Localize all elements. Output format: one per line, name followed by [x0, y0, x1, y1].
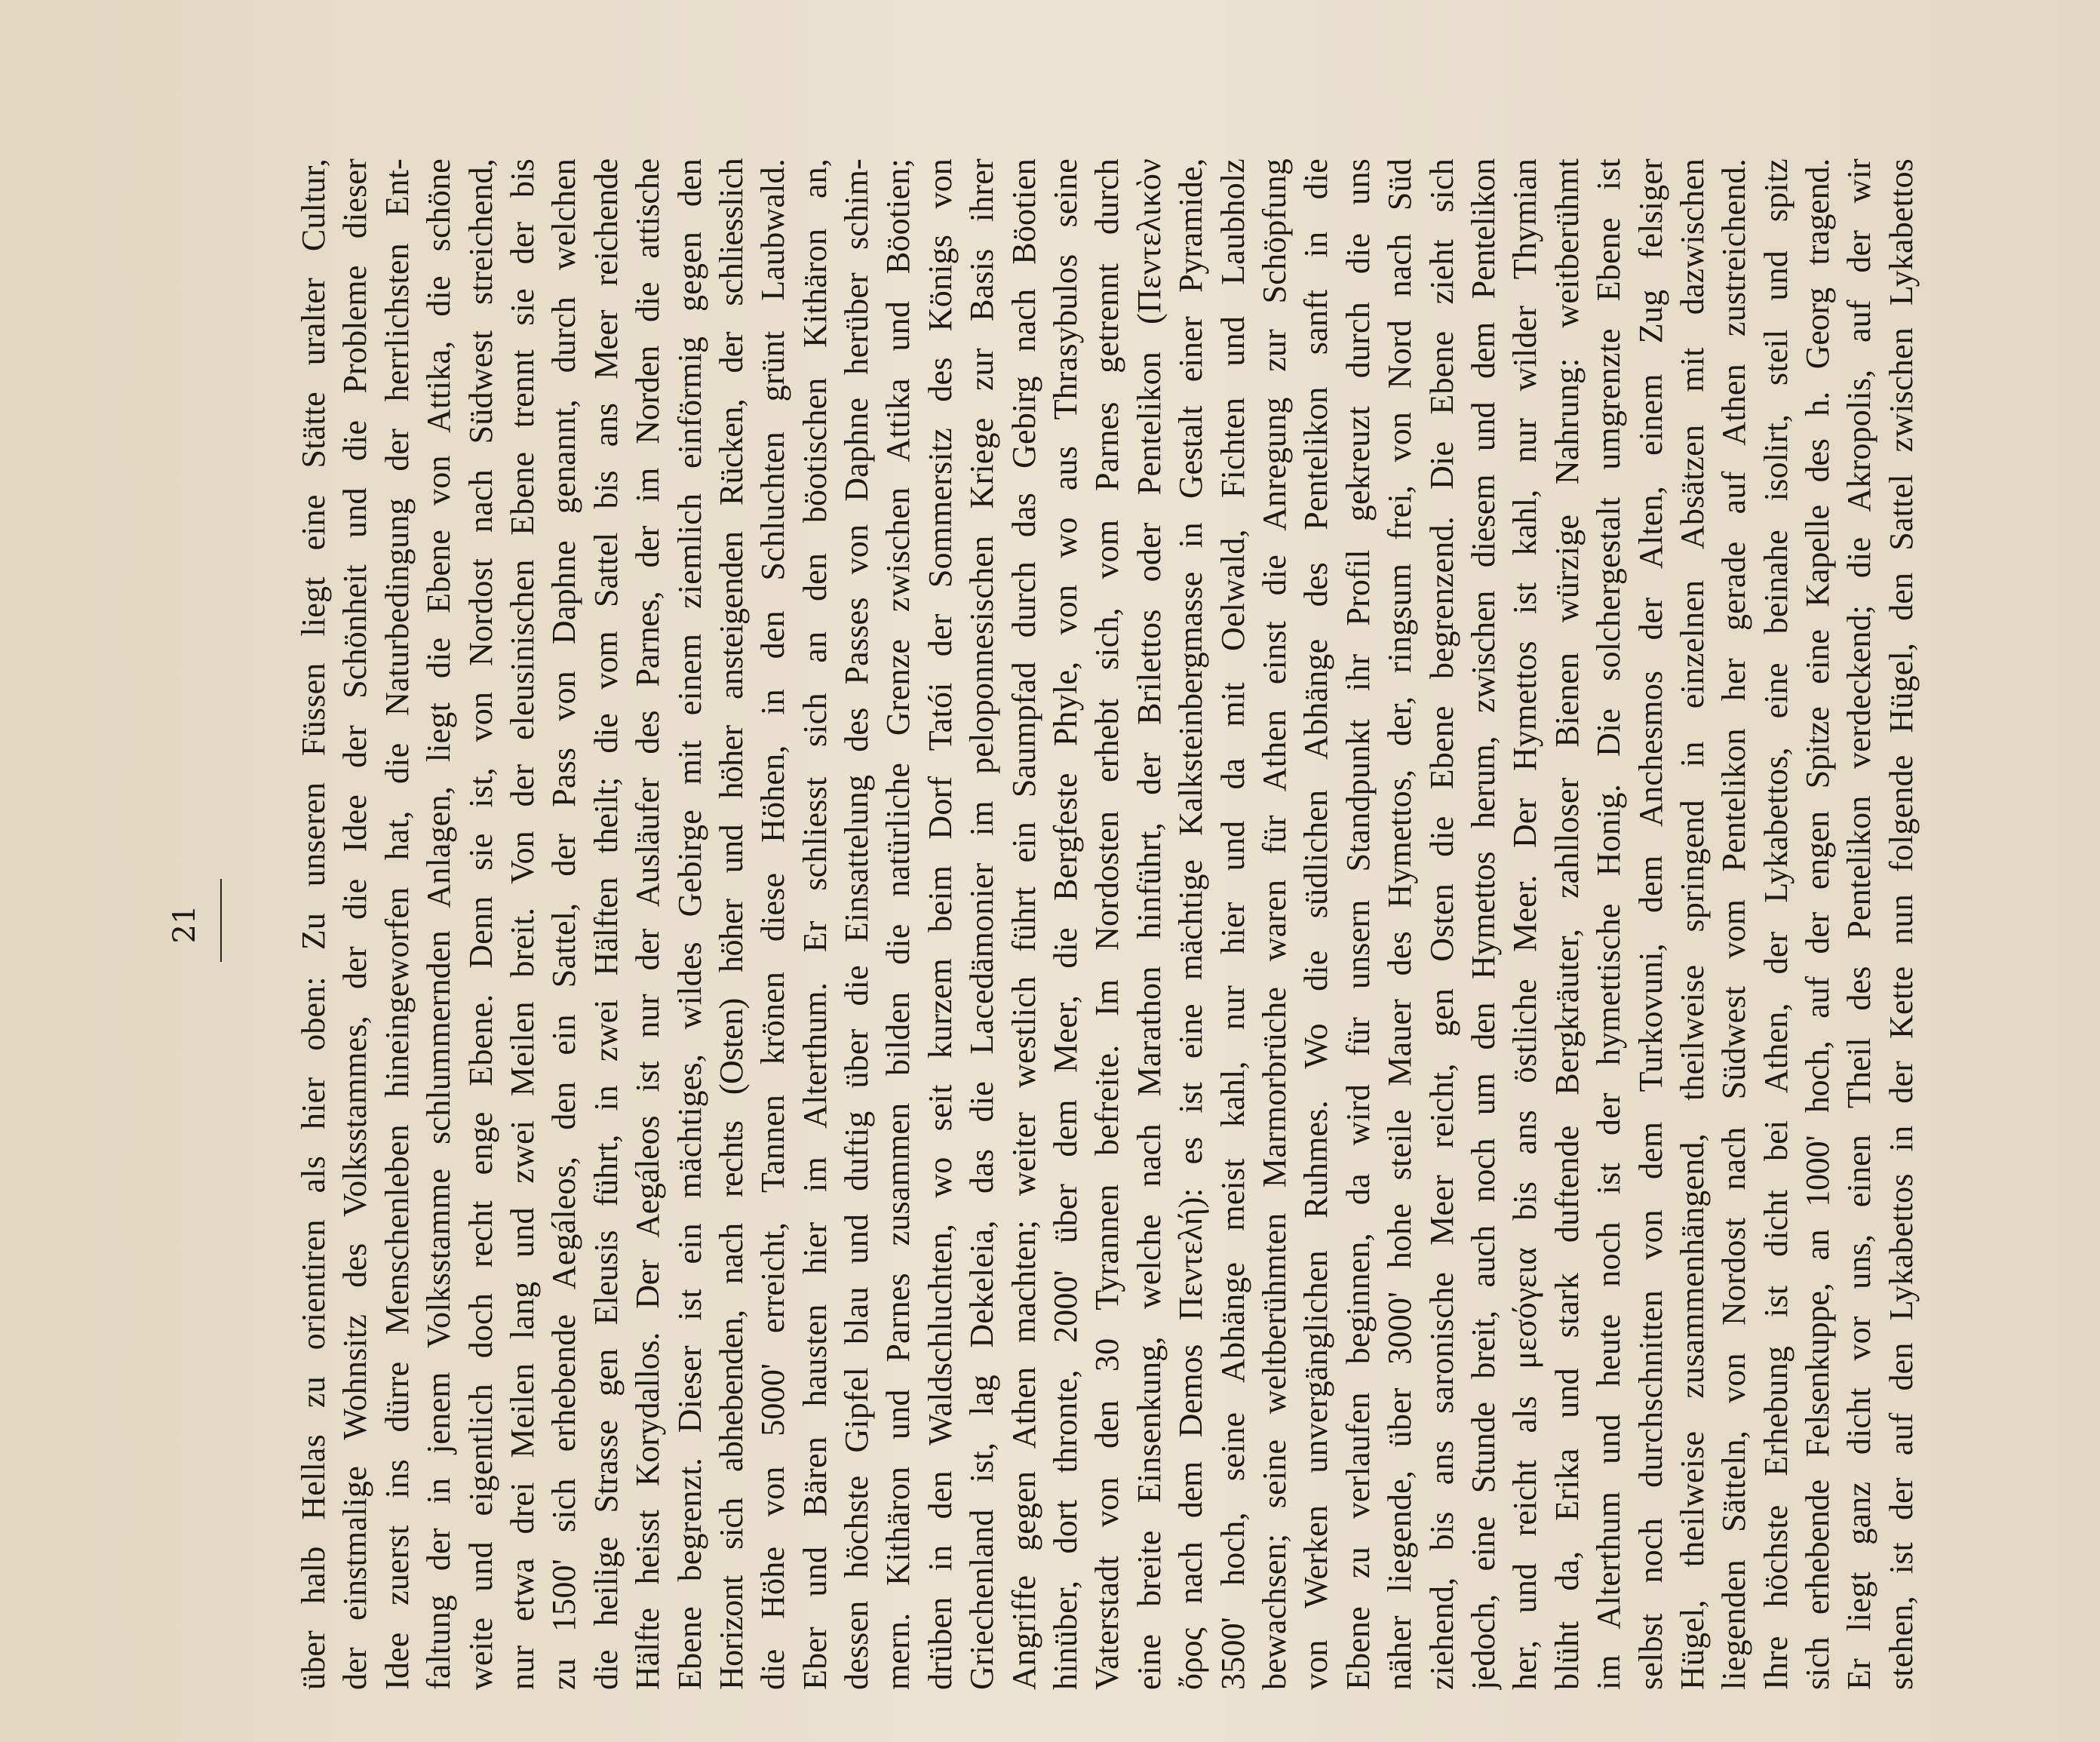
rotated-page	[164, 158, 1922, 1690]
text-line: Horizont sich abhebenden, nach rechts (Osten) höher und höher ansteigenden Rücken, der schliesslich	[712, 158, 750, 1690]
text-line: jedoch, eine Stunde breit, auch noch um den Hymettos herum, zwischen diesem und dem Pentelikon	[1464, 158, 1502, 1690]
text-line: von Werken unvergänglichen Ruhmes. Wo die südlichen Abhänge des Pentelikon sanft in die	[1297, 158, 1335, 1690]
text-line: Idee zuerst ins dürre Menschenleben hineingeworfen hat, die Naturbedingung der herrlichsten Ent-	[378, 158, 416, 1690]
text-line: faltung der in jenem Volksstamme schlummernden Anlagen, liegt die Ebene von Attika, die schöne	[420, 158, 458, 1690]
text-line: zu 1500' sich erhebende Aegáleos, den ein Sattel, der Pass von Daphne genannt, durch welchen	[545, 158, 583, 1690]
text-line: nur etwa drei Meilen lang und zwei Meilen breit. Von der eleusinischen Ebene trennt sie der bis	[503, 158, 541, 1690]
text-line: Vaterstadt von den 30 Tyrannen befreite. Im Nordosten erhebt sich, vom Parnes getrennt durch	[1088, 158, 1126, 1690]
text-line: Ebene begrenzt. Dieser ist ein mächtiges, wildes Gebirge mit einem ziemlich einförmig gegen den	[671, 158, 708, 1690]
text-line: Griechenland ist, lag Dekeleia, das die Lacedämonier im peloponnesischen Kriege zur Basis ihrer	[963, 158, 1001, 1690]
text-line: über halb Hellas zu orientiren als hier oben: Zu unseren Füssen liegt eine Stätte uralter Cultur,	[295, 158, 332, 1690]
text-line: bewachsen; seine weltberühmten Marmorbrüche waren für Athen einst die Anregung zur Schöpfung	[1255, 158, 1293, 1690]
text-line: die Höhe von 5000' erreicht, Tannen krönen diese Höhen, in den Schluchten grünt Laubwald.	[754, 158, 792, 1690]
text-line: mern. Kithäron und Parnes zusammen bilden die natürliche Grenze zwischen Attika und Böotien;	[880, 158, 917, 1690]
text-line: Ihre höchste Erhebung ist dicht bei Athen, der Lykabettos, eine beinahe isolirt, steil und spitz	[1757, 158, 1795, 1690]
text-line: liegenden Sätteln, von Nordost nach Südwest vom Pentelikon her gerade auf Athen zustreichend.	[1715, 158, 1753, 1690]
text-line: Eber und Bären hausten hier im Alterthum. Er schliesst sich an den böotischen Kithäron an,	[796, 158, 834, 1690]
text-line: ziehend, bis ans saronische Meer reicht, gen Osten die Ebene begrenzend. Die Ebene zieht sich	[1423, 158, 1460, 1690]
text-line: blüht da, Erika und stark duftende Bergkräuter, zahlloser Bienen würzige Nahrung: weitberühmt	[1548, 158, 1586, 1690]
text-line: Er liegt ganz dicht vor uns, einen Theil des Pentelikon verdeckend; die Akropolis, auf der wir	[1841, 158, 1878, 1690]
text-line: im Alterthum und heute noch ist der hymettische Honig. Die solchergestalt umgrenzte Ebene ist	[1590, 158, 1628, 1690]
text-line: 3500' hoch, seine Abhänge meist kahl, nur hier und da mit Oelwald, Fichten und Laubholz	[1214, 158, 1251, 1690]
text-line: selbst noch durchschnitten von dem Turkovuni, dem Anchesmos der Alten, einem Zug felsiger	[1632, 158, 1669, 1690]
text-line: ὄρος nach dem Demos Πεντελή): es ist eine mächtige Kalksteinbergmasse in Gestalt einer Pyramide,	[1172, 158, 1210, 1690]
text-line: Hälfte heisst Korydallos. Der Aegáleos ist nur der Ausläufer des Parnes, der im Norden die attische	[629, 158, 667, 1690]
text-line: Angriffe gegen Athen machten; weiter westlich führt ein Saumpfad durch das Gebirg nach Böotien	[1005, 158, 1042, 1690]
text-line: näher liegende, über 3000' hohe steile Mauer des Hymettos, der, ringsum frei, von Nord nach Süd	[1381, 158, 1419, 1690]
page-header	[164, 158, 293, 1690]
text-line: stehen, ist der auf den Lykabettos in der Kette nun folgende Hügel, den Sattel zwischen Lykabettos	[1882, 158, 1920, 1690]
text-line: hinüber, dort thronte, 2000' über dem Meer, die Bergfeste Phyle, von wo aus Thrasybulos seine	[1047, 158, 1085, 1690]
text-line: Ebene zu verlaufen beginnen, da wird für unsern Standpunkt ihr Profil gekreuzt durch die uns	[1339, 158, 1377, 1690]
text-line: der einstmalige Wohnsitz des Volksstammes, der die Idee der Schönheit und die Probleme dieser	[336, 158, 374, 1690]
text-line: weite und eigentlich doch recht enge Ebene. Denn sie ist, von Nordost nach Südwest streichend,	[462, 158, 499, 1690]
text-line: drüben in den Waldschluchten, wo seit kurzem beim Dorf Tatói der Sommersitz des Königs von	[921, 158, 959, 1690]
page-number: 21	[167, 905, 202, 944]
header-rule	[220, 879, 222, 962]
body-text	[293, 158, 1922, 1690]
text-line: sich erhebende Felsenkuppe, an 1000' hoch, auf der engen Spitze eine Kapelle des h. Georg tragend.	[1799, 158, 1837, 1690]
text-line: Hügel, theilweise zusammenhängend, theilweise springend in einzelnen Absätzen mit dazwischen	[1673, 158, 1711, 1690]
text-line: die heilige Strasse gen Eleusis führt, in zwei Hälften theilt; die vom Sattel bis ans Meer reichende	[587, 158, 625, 1690]
text-line: dessen höchste Gipfel blau und duftig über die Einsattelung des Passes von Daphne herüber schim-	[838, 158, 876, 1690]
text-line: eine breite Einsenkung, welche nach Marathon hinführt, der Brilettos oder Pentelikon (Πεντελικὸν	[1130, 158, 1168, 1690]
text-line: her, und reicht als μεσόγεια bis ans östliche Meer. Der Hymettos ist kahl, nur wilder Thymian	[1506, 158, 1544, 1690]
